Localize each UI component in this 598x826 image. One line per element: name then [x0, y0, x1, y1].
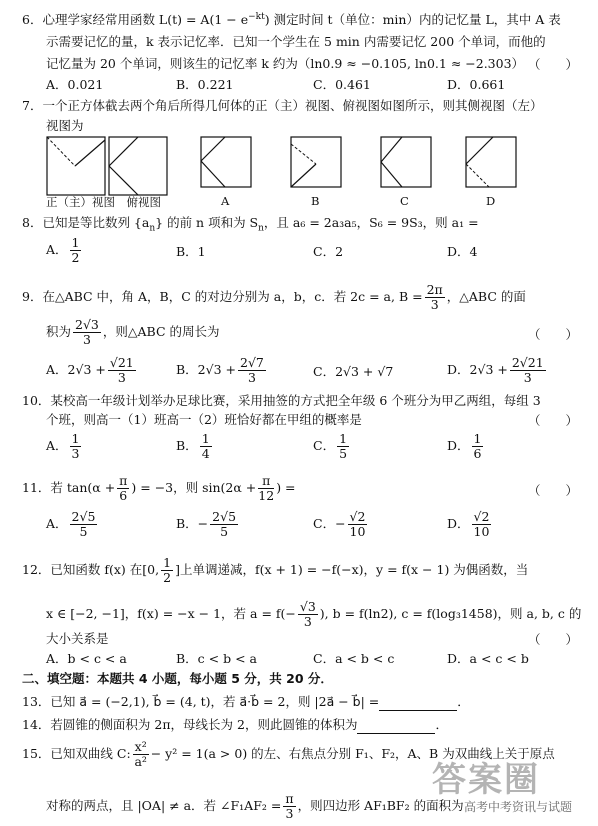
- q14-end: ．: [435, 717, 448, 732]
- q9-option-d: [447, 356, 548, 385]
- q9-line2: [46, 318, 220, 347]
- q13-number: 13．: [22, 694, 51, 709]
- q8-line1: [22, 214, 479, 238]
- q6-line3: 记忆量为 20 个单词，则该生的记忆率 k 约为（ln0.9 ≈ −0.105, ln0.1 ≈ −2.303）: [46, 56, 525, 71]
- q9-text1a: 在△ABC 中，角 A，B，C 的对边分别为 a，b，c．若 2c = a, B =: [42, 289, 423, 304]
- q15-line2: [46, 792, 464, 821]
- q11-pi12-num: π: [258, 474, 274, 489]
- q12-option-d: D．a < c < b: [447, 651, 529, 666]
- q15-pi3-fraction: [283, 792, 295, 821]
- q12-interval-close: ]: [175, 562, 180, 577]
- q12-option-c: C．a < b < c: [313, 651, 395, 666]
- q11-option-b-num: 2√5: [212, 509, 237, 524]
- q10-option-d-num: 1: [473, 431, 482, 446]
- q8-sub-n2: n: [258, 223, 264, 234]
- q11-option-b: [176, 510, 240, 539]
- q12-text2a: x ∈ [−2, −1]，f(x) = −x − 1，若 a = f(−: [46, 606, 296, 621]
- watermark-caption: 高考中考资讯与试题: [464, 800, 573, 814]
- q11-option-d-fraction: [472, 510, 492, 539]
- q7-line1: [22, 97, 542, 115]
- q8-number: 8．: [22, 215, 43, 230]
- q12-interval-fraction: [161, 556, 173, 585]
- q10-option-c-fraction: [337, 432, 349, 461]
- q10-option-d-den: 6: [473, 446, 482, 461]
- q9-option-d-pre: D．2√3 +: [447, 362, 508, 377]
- q10-option-a-den: 3: [71, 446, 80, 461]
- q10-option-b-den: 4: [201, 446, 210, 461]
- q11-option-c-num: √2: [349, 509, 366, 524]
- q10-option-c-den: 5: [339, 446, 348, 461]
- q9-option-b: [176, 356, 268, 385]
- q6-answer-paren: （ ）: [528, 57, 579, 72]
- q9-option-a: [46, 356, 138, 385]
- q10-text1: 某校高一年级计划举办足球比赛，采用抽签的方式把全年级 6 个班分为甲乙两组，每组 3: [50, 393, 541, 408]
- q7-option-b-figure: [290, 136, 342, 188]
- q11-option-a-fraction: [70, 510, 98, 539]
- q9-answer-paren: （ ）: [528, 327, 579, 342]
- q10-option-c-label: C．: [313, 438, 336, 453]
- q9-b-fraction: [425, 283, 445, 312]
- q7-text1: 一个正方体截去两个角后所得几何体的正（主）视图、俯视图如图所示，则其侧视图（左）: [42, 98, 543, 113]
- q12-option-b: B．c < b < a: [176, 651, 257, 666]
- q11-option-c-den: 10: [349, 524, 366, 539]
- q7-number: 7．: [22, 98, 43, 113]
- q13-line: [22, 693, 470, 711]
- q8-option-a: [46, 236, 83, 265]
- q9-text2a: 积为: [46, 324, 72, 339]
- q14-answer-blank[interactable]: [357, 721, 435, 734]
- q9-line1: [22, 283, 526, 312]
- q11-text-b: ) = −3，则 sin(2α +: [131, 480, 257, 495]
- q13-text: 已知 a⃗ = (−2,1), b⃗ = (4, t)，若 a⃗·b⃗ = 2，则 |2a⃗ − b⃗| =: [50, 694, 380, 709]
- q7-option-a-figure: [200, 136, 252, 188]
- q7-option-d-label: D: [486, 194, 496, 208]
- q15-text1b: − y² = 1(a > 0) 的左、右焦点分别 F₁、F₂，A、B 为双曲线上关于原点: [150, 746, 555, 761]
- q9-option-a-num: √21: [109, 355, 134, 370]
- q10-option-a-fraction: [70, 432, 82, 461]
- q6-text2: ) 测定时间 t（单位：min）内的记忆量 L，其中 A 表: [264, 12, 561, 28]
- q8-text1: 已知是等比数列 {a: [42, 215, 150, 230]
- q6-line1: [22, 8, 561, 29]
- q11-option-a-label: A．: [46, 516, 68, 531]
- q8-text3: ，且 a₆ = 2a₃a₅，S₆ = 9S₃，则 a₁ =: [263, 215, 479, 230]
- q11-option-b-fraction: [210, 510, 238, 539]
- q12-s3-fraction: [298, 600, 318, 629]
- q9-option-b-den: 3: [247, 370, 256, 385]
- q8-option-c: C．2: [313, 244, 344, 259]
- q12-option-a: A．b < c < a: [46, 651, 127, 666]
- q15-hyperbola-fraction: [133, 740, 149, 769]
- q9-option-a-fraction: [108, 356, 136, 385]
- q7-option-d-figure: [465, 136, 517, 188]
- q10-option-b-num: 1: [201, 431, 210, 446]
- q9-b-den: 3: [430, 297, 439, 312]
- q8-option-a-den: 2: [71, 250, 80, 265]
- q10-answer-paren: （ ）: [528, 413, 579, 428]
- q13-answer-blank[interactable]: [379, 698, 457, 711]
- q8-text2: } 的前 n 项和为 S: [155, 215, 259, 230]
- q9-b-num: 2π: [426, 282, 443, 297]
- q9-area-den: 3: [82, 332, 91, 347]
- q11-text-a: 若 tan(α +: [50, 480, 116, 495]
- q10-option-b-label: B．: [176, 438, 198, 453]
- q9-option-d-fraction: [510, 356, 546, 385]
- q15-pi3-den: 3: [285, 806, 294, 821]
- q12-line2: [46, 600, 581, 629]
- q7-line2: 视图为: [46, 118, 84, 133]
- q11-option-d-label: D．: [447, 516, 470, 531]
- q7-top-view-figure: [108, 136, 168, 196]
- q11-option-c-fraction: [348, 510, 368, 539]
- q6-line2: 示需要记忆的量，k 表示记忆率．已知一个学生在 5 min 内需要记忆 200 个单词，而他的: [46, 34, 546, 49]
- q15-number: 15．: [22, 746, 51, 761]
- q10-number: 10．: [22, 393, 51, 408]
- q8-option-a-num: 1: [71, 235, 80, 250]
- q7-option-a-label: A: [221, 194, 230, 208]
- q11-pi6-fraction: [117, 474, 129, 503]
- q7-views-label: 正（主）视图 俯视图: [46, 195, 161, 209]
- q12-s3-num: √3: [299, 599, 316, 614]
- q11-option-d-den: 10: [473, 524, 490, 539]
- q10-option-d-label: D．: [447, 438, 470, 453]
- q9-area-fraction: [73, 318, 101, 347]
- watermark-logo: [430, 752, 590, 818]
- q8-sub-n: n: [149, 223, 156, 234]
- q6-sup: −kt: [248, 12, 265, 22]
- q9-text2b: ，则△ABC 的周长为: [102, 324, 220, 339]
- q11-option-a-den: 5: [79, 524, 88, 539]
- q12-text2b: ), b = f(ln2), c = f(log₃1458)，则 a, b, c 的: [319, 606, 582, 621]
- q10-line1: [22, 392, 541, 410]
- q11-option-c: [313, 510, 369, 539]
- q10-option-b-fraction: [200, 432, 212, 461]
- q11-option-a-num: 2√5: [71, 509, 96, 524]
- q10-option-a-label: A．: [46, 438, 68, 453]
- q15-text2b: ，则四边形 AF₁BF₂ 的面积为: [297, 798, 464, 813]
- q12-answer-paren: （ ）: [528, 632, 579, 647]
- q8-option-b: B．1: [176, 244, 206, 259]
- section-2-heading: 二、填空题：本题共 4 小题，每小题 5 分，共 20 分．: [22, 671, 333, 686]
- q7-option-c-label: C: [400, 194, 409, 208]
- q10-option-c: [313, 432, 351, 461]
- q13-end: ．: [457, 694, 470, 709]
- q7-option-b-label: B: [311, 194, 320, 208]
- q9-option-c: C．2√3 + √7: [313, 364, 394, 379]
- q10-option-c-num: 1: [339, 431, 348, 446]
- q9-text1b: ，△ABC 的面: [446, 289, 526, 304]
- q7-option-c-figure: [380, 136, 432, 188]
- q9-option-d-num: 2√21: [511, 355, 544, 370]
- q9-area-num: 2√3: [75, 317, 99, 332]
- q12-text1b: 上单调递减，f(x + 1) = −f(−x)，y = f(x − 1) 为偶函数，当: [179, 562, 529, 577]
- q9-option-b-fraction: [238, 356, 266, 385]
- q11-number: 11．: [22, 480, 51, 495]
- q9-option-d-den: 3: [523, 370, 532, 385]
- q11-option-b-den: 5: [220, 524, 229, 539]
- q11-option-b-label: B．−: [176, 516, 209, 531]
- q11-answer-paren: （ ）: [528, 483, 579, 498]
- q15-text1a: 已知双曲线 C:: [50, 746, 131, 761]
- q9-option-b-pre: B．2√3 +: [176, 362, 237, 377]
- watermark-text: 答案圈: [432, 760, 540, 800]
- q10-option-b: [176, 432, 214, 461]
- q11-pi6-den: 6: [119, 488, 128, 503]
- q8-option-d: D．4: [447, 244, 478, 259]
- q15-text2a: 对称的两点，且 |OA| ≠ a．若 ∠F₁AF₂ =: [46, 798, 282, 813]
- q11-pi12-fraction: [258, 474, 274, 503]
- q10-line2: 个班，则高一（1）班高一（2）班恰好都在甲组的概率是: [46, 412, 362, 427]
- q10-option-a-num: 1: [71, 431, 80, 446]
- q12-interval-num: 1: [163, 555, 172, 570]
- q11-option-d-num: √2: [473, 509, 490, 524]
- q11-line1: [22, 474, 296, 503]
- q10-option-d-fraction: [472, 432, 484, 461]
- q10-option-d: [447, 432, 485, 461]
- q12-number: 12．: [22, 562, 51, 577]
- q9-number: 9．: [22, 289, 43, 304]
- q14-number: 14．: [22, 717, 51, 732]
- q6-option-d: D．0.661: [447, 77, 506, 92]
- q6-option-a: A．0.021: [46, 77, 104, 92]
- q8-option-a-fraction: [70, 236, 82, 265]
- q6-text1: 心理学家经常用函数 L(t) = A(1 − e: [42, 12, 249, 28]
- q10-option-a: [46, 432, 83, 461]
- q12-line3: 大小关系是: [46, 631, 109, 646]
- q11-option-c-label: C．−: [313, 516, 346, 531]
- q15-a2: a²: [134, 754, 147, 769]
- q15-pi3-num: π: [285, 791, 294, 806]
- q14-text: 若圆锥的侧面积为 2π，母线长为 2，则此圆锥的体积为: [50, 717, 358, 732]
- q11-pi12-den: 12: [258, 488, 275, 503]
- q8-option-a-label: A．: [46, 242, 68, 257]
- q9-option-b-num: 2√7: [240, 355, 264, 370]
- q9-option-a-pre: A．2√3 +: [46, 362, 106, 377]
- q12-s3-den: 3: [303, 614, 312, 629]
- q12-interval-den: 2: [163, 570, 172, 585]
- q6-option-c: C．0.461: [313, 77, 371, 92]
- q12-interval-open: [0,: [142, 562, 160, 577]
- q11-text-c: ) =: [276, 480, 296, 495]
- q12-line1: [22, 556, 528, 585]
- q11-pi6-num: π: [119, 473, 128, 488]
- q14-line: [22, 716, 448, 734]
- q6-option-b: B．0.221: [176, 77, 234, 92]
- q11-option-d: [447, 510, 493, 539]
- q6-number: 6．: [22, 12, 43, 28]
- q11-option-a: [46, 510, 99, 539]
- q7-front-view-figure: [46, 136, 106, 196]
- q12-text1a: 已知函数 f(x) 在: [50, 562, 143, 577]
- q15-x2: x²: [134, 739, 147, 754]
- q9-option-a-den: 3: [117, 370, 126, 385]
